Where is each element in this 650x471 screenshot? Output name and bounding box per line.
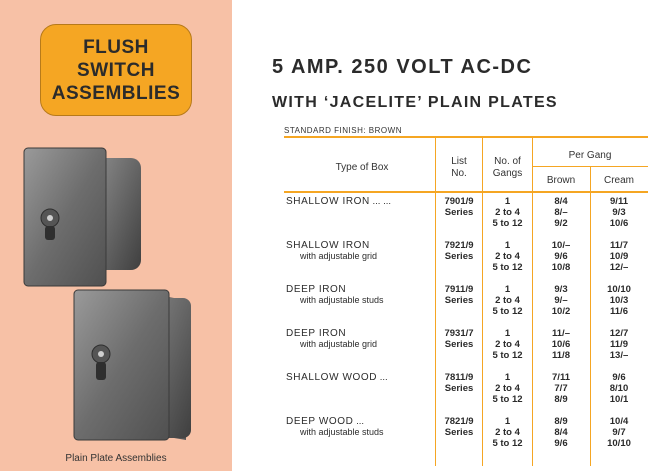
brown-price-cell [532, 196, 590, 229]
list-number [436, 284, 482, 306]
cream-price-cell [590, 196, 648, 229]
brown-price: 10/8 [551, 262, 571, 273]
table-header-rule [284, 191, 648, 193]
cream-price: 10/1 [609, 394, 629, 405]
brown-price: 8/4 [554, 427, 568, 438]
list-number [436, 328, 482, 350]
series-label: Series [444, 207, 474, 218]
box-type-name: DEEP IRON [286, 328, 347, 339]
cream-price-cell [590, 240, 648, 273]
box-type-name: DEEP WOOD [286, 416, 354, 427]
list-no: 7811/9 [444, 372, 474, 383]
title-badge [40, 24, 192, 116]
gangs-value: 5 to 12 [492, 350, 523, 361]
cream-price: 11/7 [610, 240, 628, 251]
gangs-cell [483, 416, 532, 449]
box-type-detail: with adjustable studs [300, 427, 384, 437]
list-number [436, 196, 482, 218]
series-label: Series [444, 251, 474, 262]
cream-price: 8/10 [609, 383, 629, 394]
gangs-value: 5 to 12 [492, 394, 523, 405]
gangs-cell [483, 240, 532, 273]
brown-price: 8/– [554, 207, 568, 218]
cream-price: 10/3 [609, 295, 629, 306]
table-row [232, 328, 650, 372]
dot-leader: ... [379, 372, 388, 383]
gangs-value: 1 [504, 416, 511, 427]
brown-price: 9/6 [554, 438, 568, 449]
brown-price: 8/4 [554, 196, 568, 207]
list-number [436, 240, 482, 262]
brown-price: 8/9 [554, 416, 568, 427]
box-type [286, 196, 434, 207]
cream-price: 11/6 [610, 306, 628, 317]
cream-price: 12/– [609, 262, 629, 273]
gangs-value: 5 to 12 [492, 438, 523, 449]
cream-price-cell [590, 372, 648, 405]
list-no: 7821/9 [444, 416, 474, 427]
cream-price-cell [590, 416, 648, 449]
upper-switch-box [24, 148, 141, 286]
brown-price: 9/6 [554, 251, 568, 262]
series-label: Series [444, 295, 474, 306]
table-row [232, 372, 650, 416]
box-type [286, 284, 434, 306]
header-gangs-line2: Gangs [492, 168, 523, 179]
box-type-detail: with adjustable studs [300, 295, 384, 305]
series-label: Series [444, 339, 474, 350]
gangs-value: 1 [504, 284, 511, 295]
switch-assembly-photo [16, 140, 216, 450]
page-title: 5 AMP. 250 VOLT AC-DC [272, 56, 533, 78]
gangs-value: 1 [504, 328, 511, 339]
box-type-detail: with adjustable grid [300, 339, 378, 349]
brown-price-cell [532, 372, 590, 405]
series-label: Series [444, 383, 474, 394]
cream-price: 11/9 [610, 339, 628, 350]
gangs-cell [483, 284, 532, 317]
box-type [286, 416, 434, 438]
brown-price: 9/2 [554, 218, 568, 229]
brown-price: 10/2 [551, 306, 571, 317]
box-type-name: SHALLOW WOOD [286, 372, 378, 383]
gangs-value: 2 to 4 [495, 295, 520, 306]
brown-price: 10/– [551, 240, 571, 251]
cream-price: 10/10 [607, 284, 631, 295]
gangs-value: 2 to 4 [495, 251, 520, 262]
page-subtitle: WITH ‘JACELITE’ PLAIN PLATES [272, 94, 558, 111]
header-per-gang: Per Gang [568, 150, 612, 161]
photo-caption: Plain Plate Assemblies [65, 453, 167, 464]
list-no: 7911/9 [444, 284, 474, 295]
box-type [286, 328, 434, 350]
brown-price: 7/11 [552, 372, 570, 383]
table-row [232, 416, 650, 460]
gangs-cell [483, 196, 532, 229]
cream-price-cell [590, 284, 648, 317]
gangs-value: 2 to 4 [495, 383, 520, 394]
brown-price-cell [532, 284, 590, 317]
finish-note: STANDARD FINISH: BROWN [284, 126, 402, 135]
brown-price: 11/– [552, 328, 570, 339]
cream-price: 10/6 [609, 218, 629, 229]
cream-price: 13/– [609, 350, 629, 361]
table-top-rule [284, 136, 648, 138]
badge-line-3: ASSEMBLIES [51, 82, 181, 104]
gangs-value: 1 [504, 372, 511, 383]
cream-price: 10/9 [609, 251, 629, 262]
box-type-name: SHALLOW IRON [286, 240, 370, 251]
gangs-value: 2 to 4 [495, 339, 520, 350]
header-gangs-line1: No. of [494, 156, 521, 167]
table-row [232, 240, 650, 284]
gangs-value: 1 [504, 196, 511, 207]
brown-price: 8/9 [554, 394, 568, 405]
badge-line-2: SWITCH [77, 59, 155, 81]
table-row [232, 284, 650, 328]
brown-price: 7/7 [554, 383, 568, 394]
gangs-cell [483, 328, 532, 361]
list-no: 7931/7 [444, 328, 474, 339]
header-list-line1: List [451, 156, 467, 167]
left-panel [0, 0, 232, 471]
gangs-value: 5 to 12 [492, 306, 523, 317]
box-type [286, 372, 434, 383]
cream-price: 10/10 [607, 438, 631, 449]
gangs-value: 1 [504, 240, 511, 251]
box-type-detail: with adjustable grid [300, 251, 378, 261]
header-cream: Cream [603, 175, 634, 186]
cream-price: 9/7 [612, 427, 626, 438]
gangs-value: 5 to 12 [492, 218, 523, 229]
gangs-cell [483, 372, 532, 405]
header-list-line2: No. [451, 168, 467, 179]
series-label: Series [444, 427, 474, 438]
cream-price: 12/7 [609, 328, 629, 339]
brown-price-cell [532, 328, 590, 361]
cream-price-cell [590, 328, 648, 361]
dot-leader: ... ... [372, 196, 392, 207]
gangs-value: 2 to 4 [495, 427, 520, 438]
brown-price-cell [532, 240, 590, 273]
list-number [436, 416, 482, 438]
per-gang-rule [532, 166, 648, 167]
header-type-of-box: Type of Box [335, 162, 389, 173]
brown-price: 10/6 [551, 339, 571, 350]
box-type [286, 240, 434, 262]
list-no: 7901/9 [444, 196, 474, 207]
list-number [436, 372, 482, 394]
dot-leader: ... [356, 416, 365, 427]
badge-line-1: FLUSH [83, 36, 149, 58]
header-list-no [436, 156, 482, 180]
cream-price: 9/11 [610, 196, 628, 207]
price-sheet [232, 0, 650, 471]
gangs-value: 5 to 12 [492, 262, 523, 273]
lower-switch-box [74, 290, 191, 440]
brown-price-cell [532, 416, 590, 449]
brown-price: 9/– [554, 295, 568, 306]
box-type-name: SHALLOW IRON [286, 196, 370, 207]
list-no: 7921/9 [444, 240, 474, 251]
cream-price: 9/6 [612, 372, 626, 383]
cream-price: 9/3 [612, 207, 626, 218]
brown-price: 9/3 [554, 284, 568, 295]
header-brown: Brown [546, 175, 576, 186]
box-type-name: DEEP IRON [286, 284, 347, 295]
gangs-value: 2 to 4 [495, 207, 520, 218]
brown-price: 11/8 [552, 350, 570, 361]
header-gangs [483, 156, 532, 180]
table-row [232, 196, 650, 240]
cream-price: 10/4 [609, 416, 629, 427]
